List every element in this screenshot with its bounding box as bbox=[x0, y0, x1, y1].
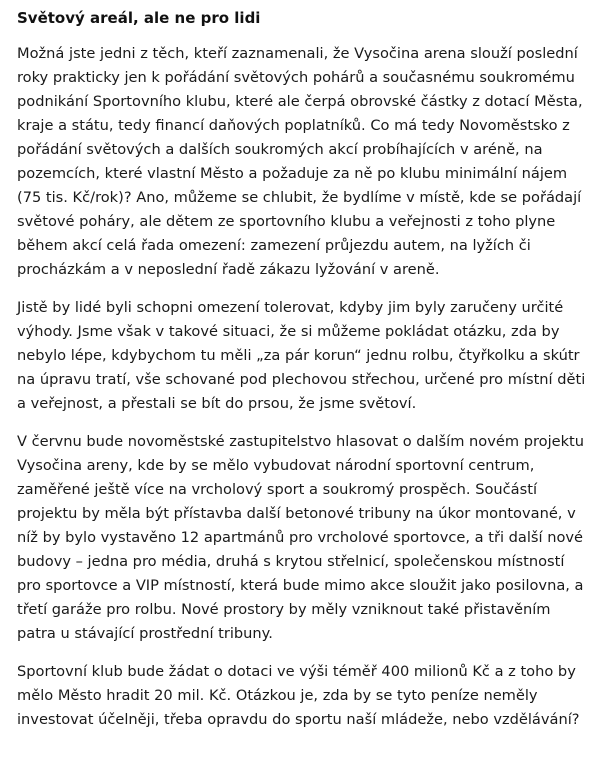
article-paragraph: Jistě by lidé byli schopni omezení tolerovat, kdyby jim byly zaručeny určité výhody. Jsme však v takové situaci, že si můžeme pokládat otázku, zda by nebylo lépe, kdybychom tu měli „za pár korun“ jednu rolbu, čtyřkolku a skútr na úpravu tratí, vše schované pod plechovou střechou, určené pro místní děti a veřejnost, a přestali se bít do prsou, že jsme světoví. bbox=[17, 299, 586, 412]
article-title: Světový areál, ale ne pro lidi bbox=[17, 9, 261, 27]
article-paragraph: V červnu bude novoměstské zastupitelstvo hlasovat o dalším novém projektu Vysočina areny, kde by se mělo vybudovat národní sportovní centrum, zaměřené ještě více na vrcholový sport a soukromý prospěch. Součástí projektu by měla být přístavba další betonové tribuny na úkor montované, v níž by bylo vystavěno 12 apartmánů pro vrcholové sportovce, a tři další nové budovy – jedna pro média, druhá s krytou střelnicí, společenskou místností pro sportovce a VIP místností, která bude mimo akce sloužit jako posilovna, a třetí garáže pro rolbu. Nové prostory by měly vzniknout také přistavěním patra u stávající prostřední tribuny. bbox=[17, 433, 585, 642]
article-paragraph: Možná jste jedni z těch, kteří zaznamenali, že Vysočina arena slouží poslední roky prakticky jen k pořádání světových pohárů a současnému soukromému podnikání Sportovního klubu, které ale čerpá obrovské částky z dotací Města, kraje a státu, tedy financí daňových poplatníků. Co má tedy Novoměstsko z pořádání světových a dalších soukromých akcí probíhajících v aréně, na pozemcích, které vlastní Město a požaduje za ně po klubu minimální nájem (75 tis. Kč/rok)? Ano, můžeme se chlubit, že bydlíme v místě, kde se pořádají světové poháry, ale dětem ze sportovního klubu a veřejnosti z toho plyne během akcí celá řada omezení: zamezení průjezdu autem, na lyžích či procházkám a v neposlední řadě zákazu lyžování v areně. bbox=[17, 45, 583, 278]
article-paragraph: Sportovní klub bude žádat o dotaci ve výši téměř 400 milionů Kč a z toho by mělo Město hradit 20 mil. Kč. Otázkou je, zda by se tyto peníze neměly investovat účelněji, třeba opravdu do sportu naší mládeže, nebo vzdělávání? bbox=[17, 663, 580, 728]
